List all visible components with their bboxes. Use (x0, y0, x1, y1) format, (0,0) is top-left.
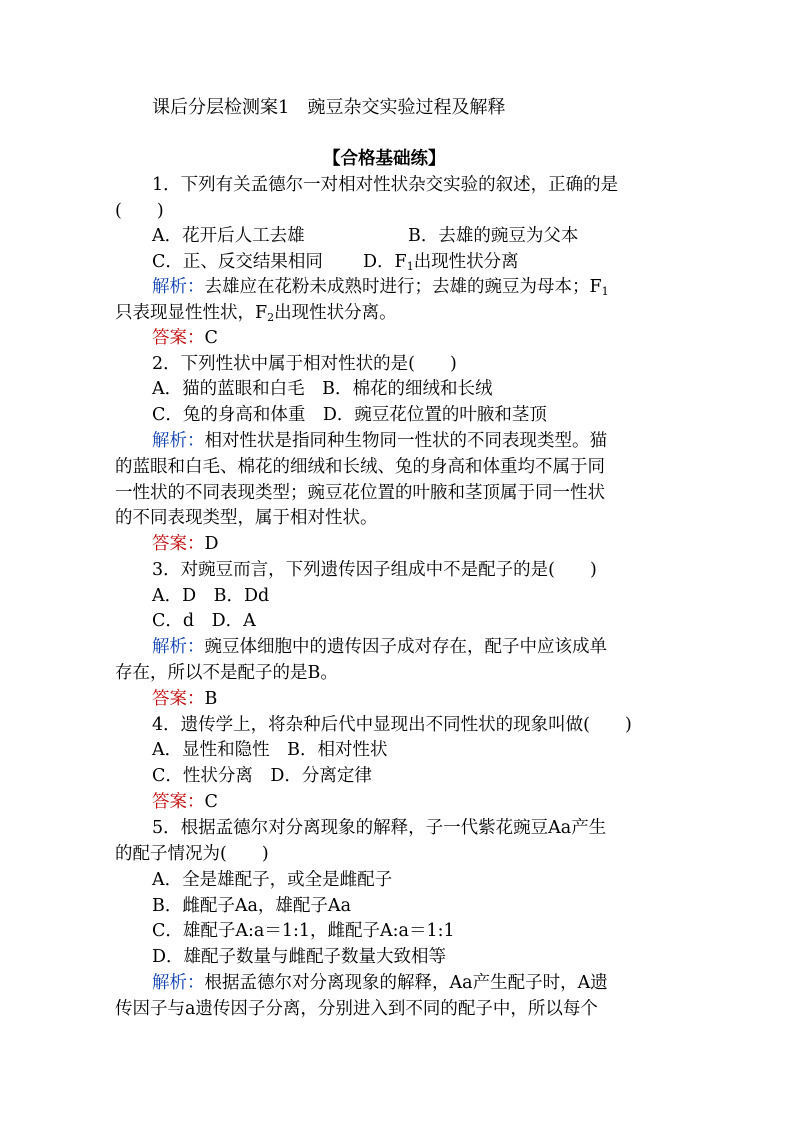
question-5-analysis: 解析：根据孟德尔对分离现象的解释，Aa产生配子时，A遗 (152, 973, 608, 993)
question-5-option-d: D．雄配子数量与雌配子数量大致相等 (152, 947, 447, 967)
question-3-stem: 3．对豌豆而言，下列遗传因子组成中不是配子的是( ) (152, 560, 597, 580)
question-5-option-c: C．雄配子A:a＝1:1，雌配子A:a＝1:1 (152, 921, 455, 941)
question-4-options-cd: C．性状分离 D．分离定律 (152, 766, 372, 786)
analysis-label: 解析： (152, 431, 205, 451)
question-1-analysis-line-2: 只表现显性性状，$F_2$出现性状分离。 (115, 303, 397, 324)
section-heading: 【合格基础练】 (323, 149, 446, 169)
question-5-option-a: A．全是雄配子，或全是雌配子 (152, 870, 393, 890)
question-1-option-c: C．正、反交结果相同 (152, 252, 323, 272)
question-1-option-a: A．花开后人工去雄 (152, 226, 305, 246)
question-1-stem: 1．下列有关孟德尔一对相对性状杂交实验的叙述，正确的是 (152, 175, 619, 195)
answer-label: 答案： (152, 792, 205, 812)
question-1-option-b: B．去雄的豌豆为父本 (408, 226, 579, 246)
question-2-stem: 2．下列性状中属于相对性状的是( ) (152, 354, 457, 374)
question-4-stem: 4．遗传学上，将杂种后代中显现出不同性状的现象叫做( ) (152, 715, 632, 735)
question-2-analysis-line-3: 一性状的不同表现类型；豌豆花位置的叶腋和茎顶属于同一性状 (115, 483, 605, 503)
question-3-options-ab: A．D B．Dd (152, 586, 270, 606)
question-2-analysis-line-4: 的不同表现类型，属于相对性状。 (115, 508, 378, 528)
question-3-answer: 答案：B (152, 689, 218, 709)
analysis-label: 解析： (152, 277, 205, 297)
analysis-label: 解析： (152, 637, 205, 657)
question-2-analysis-line-2: 的蓝眼和白毛、棉花的细绒和长绒、兔的身高和体重均不属于同 (115, 457, 605, 477)
question-5-analysis-line-2: 传因子与a遗传因子分离，分别进入到不同的配子中，所以每个 (115, 999, 598, 1019)
question-1-answer: 答案：C (152, 328, 218, 348)
question-3-analysis-line-2: 存在，所以不是配子的是B。 (115, 663, 338, 683)
question-2-analysis: 解析：相对性状是指同种生物同一性状的不同表现类型。猫 (152, 431, 607, 451)
question-2-options-cd: C．兔的身高和体重 D．豌豆花位置的叶腋和茎顶 (152, 405, 547, 425)
question-3-analysis: 解析：豌豆体细胞中的遗传因子成对存在，配子中应该成单 (152, 637, 607, 657)
question-1-analysis: 解析：去雄应在花粉未成熟时进行；去雄的豌豆为母本；$F_1$ (152, 277, 609, 298)
answer-label: 答案： (152, 534, 205, 554)
question-5-option-b: B．雌配子Aa，雄配子Aa (152, 896, 352, 916)
question-4-options-ab: A．显性和隐性 B．相对性状 (152, 740, 388, 760)
answer-label: 答案： (152, 689, 205, 709)
answer-label: 答案： (152, 328, 205, 348)
question-2-options-ab: A．猫的蓝眼和白毛 B．棉花的细绒和长绒 (152, 379, 493, 399)
question-4-answer: 答案：C (152, 792, 218, 812)
page-title: 课后分层检测案1 豌豆杂交实验过程及解释 (152, 97, 506, 118)
question-2-answer: 答案：D (152, 534, 219, 554)
question-5-stem: 5．根据孟德尔对分离现象的解释，子一代紫花豌豆Aa产生 (152, 818, 607, 838)
question-1-blank: ( ) (115, 201, 164, 221)
analysis-label: 解析： (152, 973, 205, 993)
question-3-options-cd: C．d D．A (152, 611, 256, 631)
question-1-option-d: D．$F_1$出现性状分离 (363, 252, 519, 273)
question-5-stem-line-2: 的配子情况为( ) (115, 844, 269, 864)
